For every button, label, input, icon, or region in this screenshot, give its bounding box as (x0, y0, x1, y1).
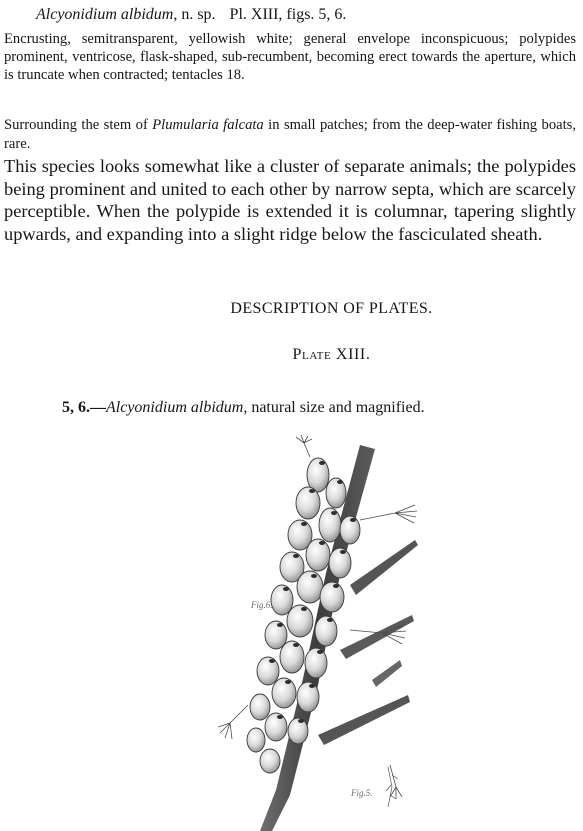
bryozoan-colony-illustration (200, 435, 440, 831)
figure-label-5: Fig.5. (351, 788, 373, 798)
caption-description: , natural size and magnified. (243, 399, 425, 416)
habitat-host: Plumularia falcata (152, 117, 264, 133)
species-status: , n. sp. (173, 6, 216, 23)
caption-species-name: Alcyonidium albidum (106, 399, 244, 416)
plate-reference: Pl. XIII, figs. 5, 6. (229, 6, 347, 23)
figure-caption (62, 399, 425, 417)
species-habitat (4, 116, 576, 154)
plate-number: Plate XIII. (292, 346, 371, 363)
species-name: Alcyonidium albidum (36, 6, 174, 23)
species-description: Encrusting, semitransparent, yellowish white; general envelope inconspicuous; polypides prominent, ventricose, flask-shaped, sub-recumbent, becoming erect towards the aperture, which is truncate when contracted; tentacles 18. (4, 31, 576, 83)
plates-heading: DESCRIPTION OF PLATES. (230, 300, 433, 317)
species-remarks: This species looks somewhat like a cluster of separate animals; the polypides being prominent and united to each other by narrow septa, which are scarcely perceptible. When the polypide is extended it is columnar, tapering slightly upwards, and expanding into a slight ridge below the fasciculated sheath. (4, 156, 576, 244)
caption-figure-numbers: 5, 6.— (62, 399, 106, 416)
habitat-prefix: Surrounding the stem of (4, 117, 153, 133)
species-header (36, 6, 346, 24)
habitat-suffix: in small patches; from the deep-water fishing boats, rare. (4, 117, 576, 152)
figure-label-6: Fig.6. (251, 600, 273, 610)
